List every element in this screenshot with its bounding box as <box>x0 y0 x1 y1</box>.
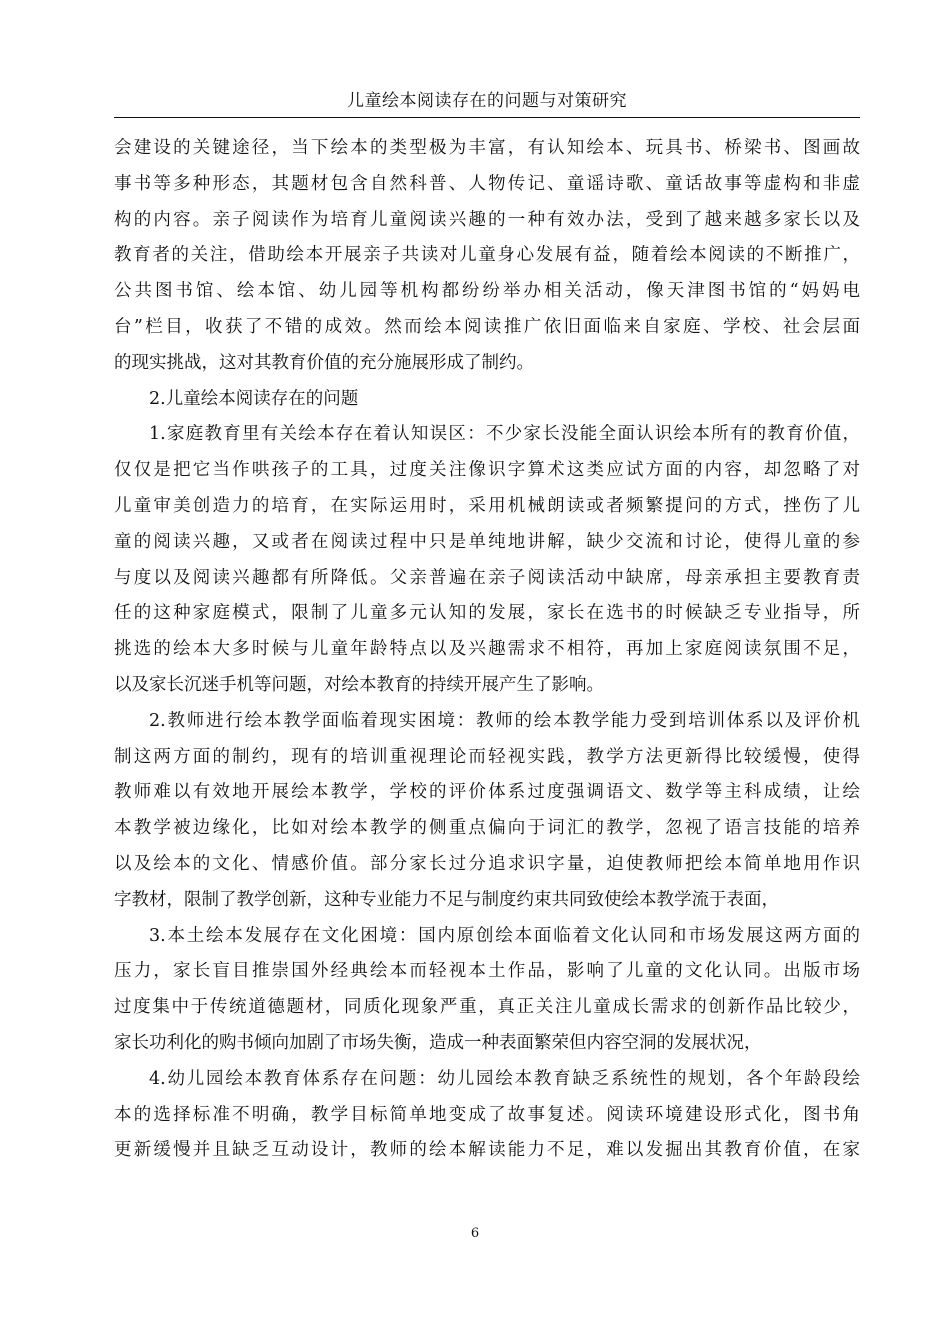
paragraph-line: 字教材，限制了教学创新，这种专业能力不足与制度约束共同致使绘本教学流于表面， <box>114 889 779 910</box>
paragraph-line: 本教学被边缘化，比如对绘本教学的侧重点偏向于词汇的教学，忽视了语言技能的培养 <box>114 818 860 839</box>
paragraph-line: 的现实挑战，这对其教育价值的充分施展形成了制约。 <box>114 352 534 373</box>
paragraph-line: 更新缓慢并且缺乏互动设计，教师的绘本解读能力不足，难以发掘出其教育价值，在家 <box>114 1140 860 1161</box>
paragraph-line: 挑选的绘本大多时候与儿童年龄特点以及兴趣需求不相符，再加上家庭阅读氛围不足， <box>114 639 860 660</box>
paragraph-line: 童的阅读兴趣，又或者在阅读过程中只是单纯地讲解，缺少交流和讨论，使得儿童的参 <box>114 531 860 552</box>
paragraph-line: 儿童审美创造力的培育，在实际运用时，采用机械朗读或者频繁提问的方式，挫伤了儿 <box>114 495 860 516</box>
paragraph-line: 本的选择标准不明确，教学目标简单地变成了故事复述。阅读环境建设形式化，图书角 <box>114 1104 860 1125</box>
paragraph-line: 教育者的关注，借助绘本开展亲子共读对儿童身心发展有益，随着绘本阅读的不断推广， <box>114 245 860 266</box>
header-rule <box>114 117 860 118</box>
paragraph-line: 事书等多种形态，其题材包含自然科普、人物传记、童谣诗歌、童话故事等虚构和非虚 <box>114 173 860 194</box>
paragraph-line: 制这两方面的制约，现有的培训重视理论而轻视实践，教学方法更新得比较缓慢，使得 <box>114 746 860 767</box>
paragraph-line: 构的内容。亲子阅读作为培育儿童阅读兴趣的一种有效办法，受到了越来越多家长以及 <box>114 209 860 230</box>
paragraph-line: 仅仅是把它当作哄孩子的工具，过度关注像识字算术这类应试方面的内容，却忽略了对 <box>114 460 860 481</box>
section-heading: 2.儿童绘本阅读存在的问题 <box>149 388 359 409</box>
paragraph-line: 4.幼儿园绘本教育体系存在问题：幼儿园绘本教育缺乏系统性的规划，各个年龄段绘 <box>149 1068 860 1089</box>
paragraph-line: 以及绘本的文化、情感价值。部分家长过分追求识字量，迫使教师把绘本简单地用作识 <box>114 853 860 874</box>
page-number: 6 <box>470 1226 480 1241</box>
paragraph-line: 1.家庭教育里有关绘本存在着认知误区：不少家长没能全面认识绘本所有的教育价值， <box>149 424 860 445</box>
paragraph-line: 教师难以有效地开展绘本教学，学校的评价体系过度强调语文、数学等主科成绩，让绘 <box>114 782 860 803</box>
paragraph-line: 任的这种家庭模式，限制了儿童多元认知的发展，家长在选书的时候缺乏专业指导，所 <box>114 603 860 624</box>
paragraph-line: 2.教师进行绘本教学面临着现实困境：教师的绘本教学能力受到培训体系以及评价机 <box>149 710 860 731</box>
paragraph-line: 过度集中于传统道德题材，同质化现象严重，真正关注儿童成长需求的创新作品比较少， <box>114 997 860 1018</box>
paragraph-line: 以及家长沉迷手机等问题，对绘本教育的持续开展产生了影响。 <box>114 674 604 695</box>
paragraph-line: 会建设的关键途径，当下绘本的类型极为丰富，有认知绘本、玩具书、桥梁书、图画故 <box>114 138 860 158</box>
paragraph-line: 台”栏目，收获了不错的成效。然而绘本阅读推广依旧面临来自家庭、学校、社会层面 <box>114 316 860 337</box>
body-text <box>114 131 860 1169</box>
paragraph-line: 家长功利化的购书倾向加剧了市场失衡，造成一种表面繁荣但内容空洞的发展状况， <box>114 1032 762 1053</box>
paragraph-line: 压力，家长盲目推崇国外经典绘本而轻视本土作品，影响了儿童的文化认同。出版市场 <box>114 961 860 982</box>
running-header: 儿童绘本阅读存在的问题与对策研究 <box>347 91 627 111</box>
paragraph-line: 3.本土绘本发展存在文化困境：国内原创绘本面临着文化认同和市场发展这两方面的 <box>149 925 860 946</box>
paragraph-line: 与度以及阅读兴趣都有所降低。父亲普遍在亲子阅读活动中缺席，母亲承担主要教育责 <box>114 567 860 588</box>
paragraph-line: 公共图书馆、绘本馆、幼儿园等机构都纷纷举办相关活动，像天津图书馆的“妈妈电 <box>114 281 860 302</box>
